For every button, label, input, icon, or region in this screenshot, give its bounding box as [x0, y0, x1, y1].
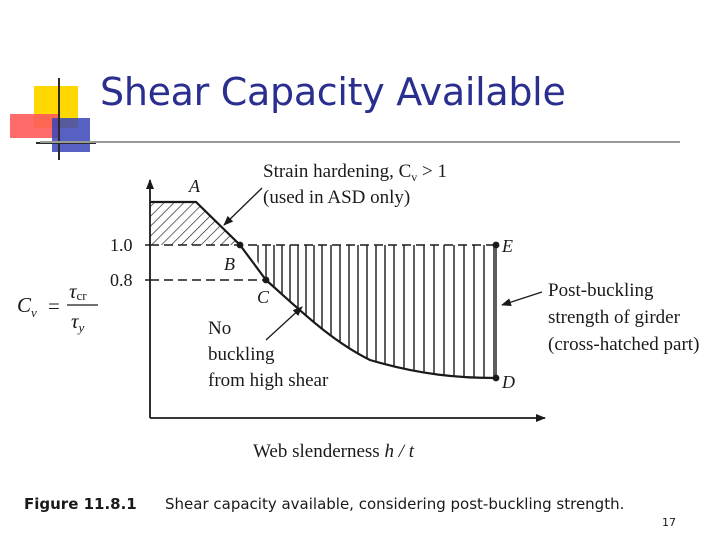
post-buckling-hatch: [258, 240, 494, 385]
point-d-label: D: [502, 372, 515, 392]
point-d-dot: [493, 375, 500, 382]
strain-hardening-region: [150, 202, 240, 245]
slide-title: Shear Capacity Available: [100, 70, 566, 114]
y-axis-symbol: $C_v$: [17, 293, 37, 320]
figure-caption: Shear capacity available, considering post-buckling strength.: [165, 495, 625, 513]
point-c-label: C: [257, 287, 270, 307]
strain-hardening-arrow: [224, 188, 262, 225]
post-buckling-line2: strength of girder: [548, 307, 680, 328]
strain-hardening-line1: Strain hardening, $C_v > 1$: [263, 161, 447, 184]
point-e-label: E: [502, 236, 513, 256]
point-a-label: A: [189, 176, 200, 196]
point-c-dot: [263, 277, 270, 284]
tick-label-2: 0.8: [110, 270, 133, 290]
y-axis-equals: =: [48, 294, 60, 318]
tau-numerator: τcr: [69, 279, 87, 303]
point-b-label: B: [224, 254, 235, 274]
no-buckling-line3: from high shear: [208, 370, 329, 391]
x-axis-label: Web slenderness h / t: [253, 441, 414, 462]
post-buckling-arrow: [502, 292, 542, 305]
no-buckling-line1: No: [208, 318, 232, 339]
point-b-dot: [237, 242, 244, 249]
no-buckling-arrow: [266, 307, 302, 340]
figure-number: Figure 11.8.1: [24, 495, 137, 513]
point-e-dot: [493, 242, 500, 249]
tick-label-1: 1.0: [110, 235, 133, 255]
tau-denominator: τy: [71, 309, 85, 335]
strain-hardening-line2: (used in ASD only): [263, 187, 411, 208]
page-number: 17: [662, 516, 676, 529]
post-buckling-line1: Post-buckling: [548, 280, 654, 301]
post-buckling-line3: (cross-hatched part): [548, 334, 700, 355]
no-buckling-line2: buckling: [208, 344, 275, 365]
